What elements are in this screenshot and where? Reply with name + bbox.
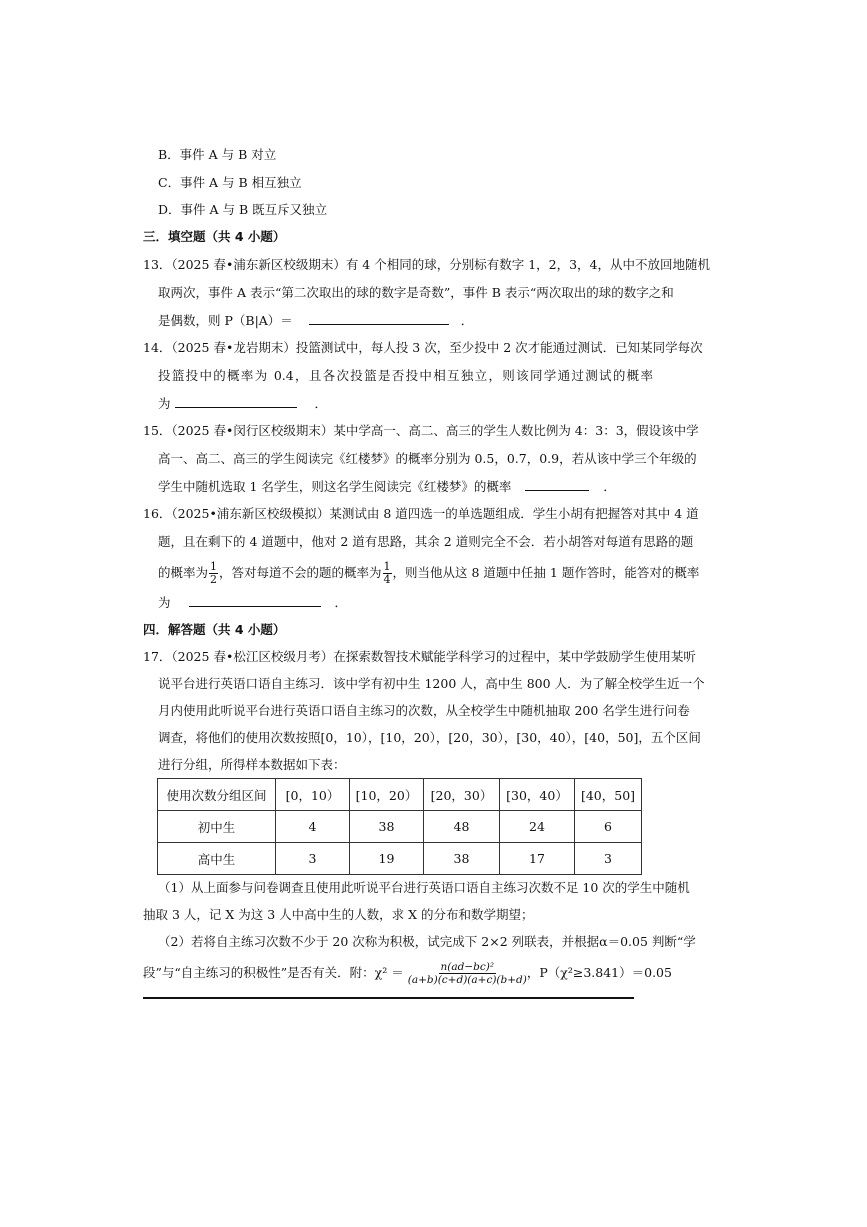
chi-square-formula xyxy=(408,961,527,986)
q17-part-2-line-2-end: ，P（χ²≥3.841）＝0.05 xyxy=(526,965,672,980)
table-cell: 4 xyxy=(276,811,350,843)
q16-line-2: 题，且在剩下的 4 道题中，他对 2 道有思路，其余 2 道则完全不会．若小胡答对每道有思路的题 xyxy=(158,534,694,549)
table-cell: 3 xyxy=(276,843,350,875)
q16-fraction-half-denominator: 2 xyxy=(210,572,218,586)
q16-fraction-half xyxy=(209,561,218,586)
q13-line-3-end: ． xyxy=(460,313,474,328)
q13-answer-blank[interactable] xyxy=(309,312,449,325)
q17-line-2: 说平台进行英语口语自主练习．该中学有初中生 1200 人，高中生 800 人．为了解全校学生近一个 xyxy=(158,676,705,691)
table-cell: 38 xyxy=(350,811,424,843)
table-row-label: 初中生 xyxy=(158,811,276,843)
table-cell: 24 xyxy=(500,811,575,843)
q13-line-1: 13．（2025 春•浦东新区校级期末）有 4 个相同的球，分别标有数字 1，2，3，4，从中不放回地随机 xyxy=(143,257,711,272)
table-header-cell: [0，10） xyxy=(276,779,350,811)
q16-fraction-half-numerator: 1 xyxy=(210,559,218,573)
q15-line-1: 15．（2025 春•闵行区校级期末）某中学高一、高二、高三的学生人数比例为 4：3：3，假设该中学 xyxy=(143,423,699,438)
page-bottom-rule xyxy=(143,997,634,999)
table-header-cell: [40，50] xyxy=(575,779,642,811)
q15-line-3 xyxy=(158,478,616,495)
table-header-cell: [30，40） xyxy=(500,779,575,811)
q15-answer-blank[interactable] xyxy=(525,478,589,491)
q14-answer-blank[interactable] xyxy=(175,395,297,408)
q16-line-3-text-c: ，则当他从这 8 道题中任抽 1 题作答时，能答对的概率 xyxy=(392,565,700,580)
q15-line-2: 高一、高二、高三的学生阅读完《红楼梦》的概率分别为 0.5，0.7，0.9，若从该中学三个年级的 xyxy=(158,451,697,466)
q16-line-3-text-b: ，答对每道不会的题的概率为 xyxy=(219,565,382,580)
option-d: D．事件 A 与 B 既互斥又独立 xyxy=(158,202,328,217)
table-header-cell: 使用次数分组区间 xyxy=(158,779,276,811)
q15-line-3-end: ． xyxy=(603,479,616,494)
section-heading-solutions: 四．解答题（共 4 小题） xyxy=(143,622,286,637)
table-cell: 19 xyxy=(350,843,424,875)
table-row-label: 高中生 xyxy=(158,843,276,875)
q14-line-2: 投篮投中的概率为 0.4，且各次投篮是否投中相互独立，则该同学通过测试的概率 xyxy=(158,368,653,383)
table-cell: 3 xyxy=(575,843,642,875)
q13-line-3 xyxy=(158,312,473,329)
q16-fraction-quarter xyxy=(383,561,392,586)
q16-answer-blank[interactable] xyxy=(189,594,321,607)
q17-part-1-line-2: 抽取 3 人，记 X 为这 3 人中高中生的人数，求 X 的分布和数学期望； xyxy=(143,907,534,922)
table-cell: 6 xyxy=(575,811,642,843)
table-header-cell: [20，30） xyxy=(424,779,500,811)
q17-part-2-line-2-text: 段”与“自主练习的积极性”是否有关．附：χ² ＝ xyxy=(143,965,404,980)
q13-line-2: 取两次，事件 A 表示“第二次取出的球的数字是奇数”，事件 B 表示“两次取出的球的数字之和 xyxy=(158,285,674,300)
section-heading-fill-in: 三．填空题（共 4 小题） xyxy=(143,229,286,244)
q17-line-4: 调查，将他们的使用次数按照[0，10），[10，20），[20，30），[30，40），[40，50]，五个区间 xyxy=(158,730,701,745)
q14-line-3-text: 为 xyxy=(158,396,171,411)
q16-line-1: 16．（2025•浦东新区校级模拟）某测试由 8 道四选一的单选题组成．学生小胡有把握答对其中 4 道 xyxy=(143,506,699,521)
q17-part-2-line-2 xyxy=(143,958,672,988)
q16-line-4-end: ． xyxy=(334,595,347,610)
table-cell: 17 xyxy=(500,843,575,875)
q16-line-3-text-a: 的概率为 xyxy=(158,565,209,580)
chi-square-formula-numerator: n(ad−bc)² xyxy=(440,960,495,973)
table-header-row xyxy=(158,779,642,811)
q16-fraction-quarter-numerator: 1 xyxy=(383,559,391,573)
q17-part-2-line-1: （2）若将自主练习次数不少于 20 次称为积极，试完成下 2×2 列联表，并根据α＝0.05 判断“学 xyxy=(158,934,696,949)
q15-line-3-text: 学生中随机选取 1 名学生，则这名学生阅读完《红楼梦》的概率 xyxy=(158,479,512,494)
option-c: C．事件 A 与 B 相互独立 xyxy=(158,175,302,190)
q14-line-3 xyxy=(158,395,327,412)
option-b: B．事件 A 与 B 对立 xyxy=(158,147,277,162)
table-header-cell: [10，20） xyxy=(350,779,424,811)
q16-line-3 xyxy=(158,558,699,588)
q17-line-3: 月内使用此听说平台进行英语口语自主练习的次数，从全校学生中随机抽取 200 名学生进行问卷 xyxy=(158,703,690,718)
q13-line-3-text: 是偶数，则 P（B|A）＝ xyxy=(158,313,293,328)
q14-line-1: 14．（2025 春•龙岩期末）投篮测试中，每人投 3 次，至少投中 2 次才能通过测试．已知某同学每次 xyxy=(143,340,703,355)
q17-line-1: 17．（2025 春•松江区校级月考）在探索数智技术赋能学科学习的过程中，某中学鼓励学生使用某听 xyxy=(143,649,696,664)
q16-fraction-quarter-denominator: 4 xyxy=(383,572,391,586)
table-row xyxy=(158,811,642,843)
table-cell: 48 xyxy=(424,811,500,843)
chi-square-formula-denominator: (a+b)(c+d)(a+c)(b+d) xyxy=(407,973,527,986)
table-cell: 38 xyxy=(424,843,500,875)
q16-line-4 xyxy=(158,594,347,611)
q17-part-1-line-1: （1）从上面参与问卷调查且使用此听说平台进行英语口语自主练习次数不足 10 次的学生中随机 xyxy=(158,880,690,895)
usage-frequency-table xyxy=(157,778,642,875)
q17-line-5: 进行分组，所得样本数据如下表： xyxy=(158,757,346,772)
q16-line-4-text: 为 xyxy=(158,595,171,610)
q14-line-3-end: ． xyxy=(314,396,327,411)
table-row xyxy=(158,843,642,875)
